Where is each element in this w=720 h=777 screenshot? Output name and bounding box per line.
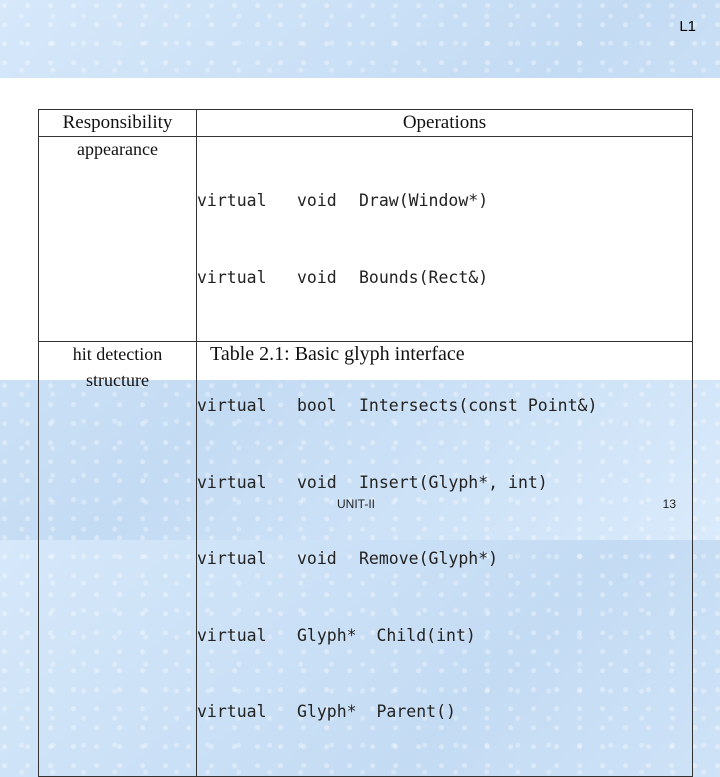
operation-row — [197, 470, 692, 496]
operation-row — [197, 393, 692, 419]
slide-id-label: L1 — [679, 18, 696, 35]
op-signature: Glyph* — [297, 625, 357, 645]
responsibility-label: appearance — [77, 139, 158, 159]
op-keyword: virtual — [197, 625, 267, 645]
header-operations: Operations — [197, 110, 693, 137]
operation-row — [197, 188, 692, 214]
op-keyword: virtual — [197, 267, 267, 287]
op-type: void — [297, 549, 337, 568]
footer-unit-label: UNIT-II — [337, 497, 375, 511]
responsibility-label: structure — [86, 369, 149, 390]
op-signature: Child(int) — [376, 625, 476, 645]
op-type: void — [297, 267, 337, 287]
op-type: Glyph* — [297, 702, 357, 721]
op-type: bool — [297, 396, 337, 415]
responsibility-cell — [39, 342, 197, 777]
op-type: void — [297, 191, 337, 210]
table-group-hit-detection — [39, 342, 693, 777]
op-keyword: virtual — [197, 549, 267, 568]
header-responsibility: Responsibility — [39, 110, 197, 137]
responsibility-label: hit detection — [72, 344, 163, 364]
op-type: void — [297, 472, 337, 492]
op-signature: Draw(Window*) — [359, 191, 489, 210]
operations-cell — [197, 342, 693, 777]
op-signature: Intersects(const Point&) — [359, 396, 598, 415]
operation-row — [197, 623, 692, 649]
operation-row — [197, 699, 692, 725]
page-number: 13 — [662, 497, 676, 511]
operation-row — [197, 546, 692, 572]
op-signature: Insert(Glyph*, int) — [359, 472, 548, 492]
op-keyword: virtual — [197, 472, 267, 492]
operation-row — [197, 265, 692, 291]
glyph-interface-table — [38, 109, 693, 777]
op-signature: Parent() — [376, 702, 456, 721]
table-group-appearance — [39, 137, 693, 342]
operations-cell — [197, 137, 693, 342]
table-caption: Table 2.1: Basic glyph interface — [210, 343, 465, 365]
op-signature: Remove(Glyph*) — [359, 549, 499, 568]
responsibility-cell — [39, 137, 197, 342]
op-keyword: virtual — [197, 191, 267, 210]
op-signature: Bounds(Rect&) — [359, 267, 489, 287]
op-keyword: virtual — [197, 702, 267, 721]
op-keyword: virtual — [197, 396, 267, 415]
table-header-row — [39, 110, 693, 137]
